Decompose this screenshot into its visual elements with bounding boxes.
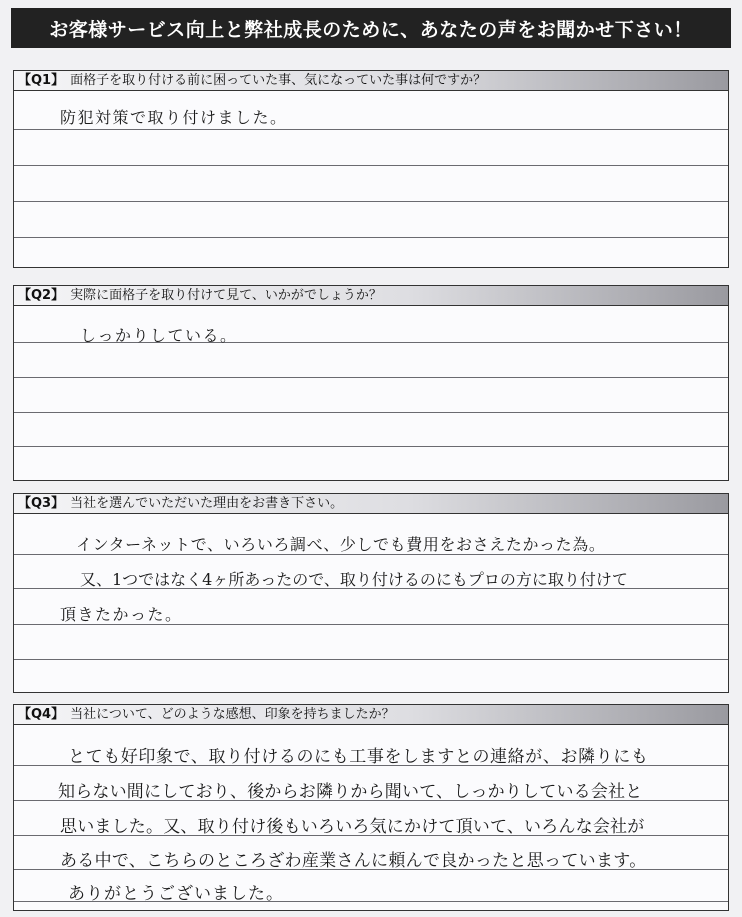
question-3-section [13, 493, 729, 693]
question-3-answer-line-2: 又、1つではなく4ヶ所あったので、取り付けるのにもプロの方に取り付けて [80, 570, 628, 589]
question-1-answer-line-1: 防犯対策で取り付けました。 [60, 108, 288, 127]
question-3-text: 当社を選んでいただいた理由をお書き下さい。 [70, 496, 344, 511]
question-1-number: 【Q1】 [18, 73, 65, 88]
question-4-text: 当社について、どのような感想、印象を持ちましたか？ [70, 707, 395, 722]
question-2-number: 【Q2】 [18, 288, 65, 303]
question-4-answer-line-4: ある中で、こちらのところざわ産業さんに頼んで良かったと思っています。 [60, 851, 647, 871]
answer-rule [14, 237, 728, 238]
question-2-answer-line-1: しっかりしている。 [80, 326, 238, 345]
question-1-header [14, 71, 728, 91]
question-4-answer-line-2: 知らない間にしており、後からお隣りから聞いて、しっかりしている会社と [58, 782, 643, 802]
question-4-answer-line-5: ありがとうございました。 [68, 884, 284, 904]
answer-rule [14, 659, 728, 660]
question-3-header [14, 494, 728, 514]
question-1-text: 面格子を取り付ける前に困っていた事、気になっていた事は何ですか？ [70, 73, 487, 88]
question-4-section [13, 704, 729, 911]
question-3-answer-line-1: インターネットで、いろいろ調べ、少しでも費用をおさえたかった為。 [76, 535, 606, 554]
answer-rule [14, 446, 728, 447]
question-4-answer-line-1: とても好印象で、取り付けるのにも工事をしますとの連絡が、お隣りにも [68, 747, 649, 767]
question-2-header [14, 286, 728, 306]
question-1-section [13, 70, 729, 268]
answer-rule [14, 412, 728, 413]
question-4-number: 【Q4】 [18, 707, 65, 722]
answer-rule [14, 165, 728, 166]
answer-rule [14, 377, 728, 378]
answer-rule [14, 129, 728, 130]
page-title: お客様サービス向上と弊社成長のために、あなたの声をお聞かせ下さい！ [49, 18, 693, 41]
question-4-answer-line-3: 思いました。又、取り付け後もいろいろ気にかけて頂いて、いろんな会社が [60, 817, 645, 837]
page-title-banner [11, 8, 731, 48]
question-2-text: 実際に面格子を取り付けて見て、いかがでしょうか？ [70, 288, 382, 303]
question-3-number: 【Q3】 [18, 496, 65, 511]
answer-rule [14, 201, 728, 202]
question-4-header [14, 705, 728, 725]
question-3-answer-line-3: 頂きたかった。 [60, 605, 183, 624]
question-2-section [13, 285, 729, 481]
